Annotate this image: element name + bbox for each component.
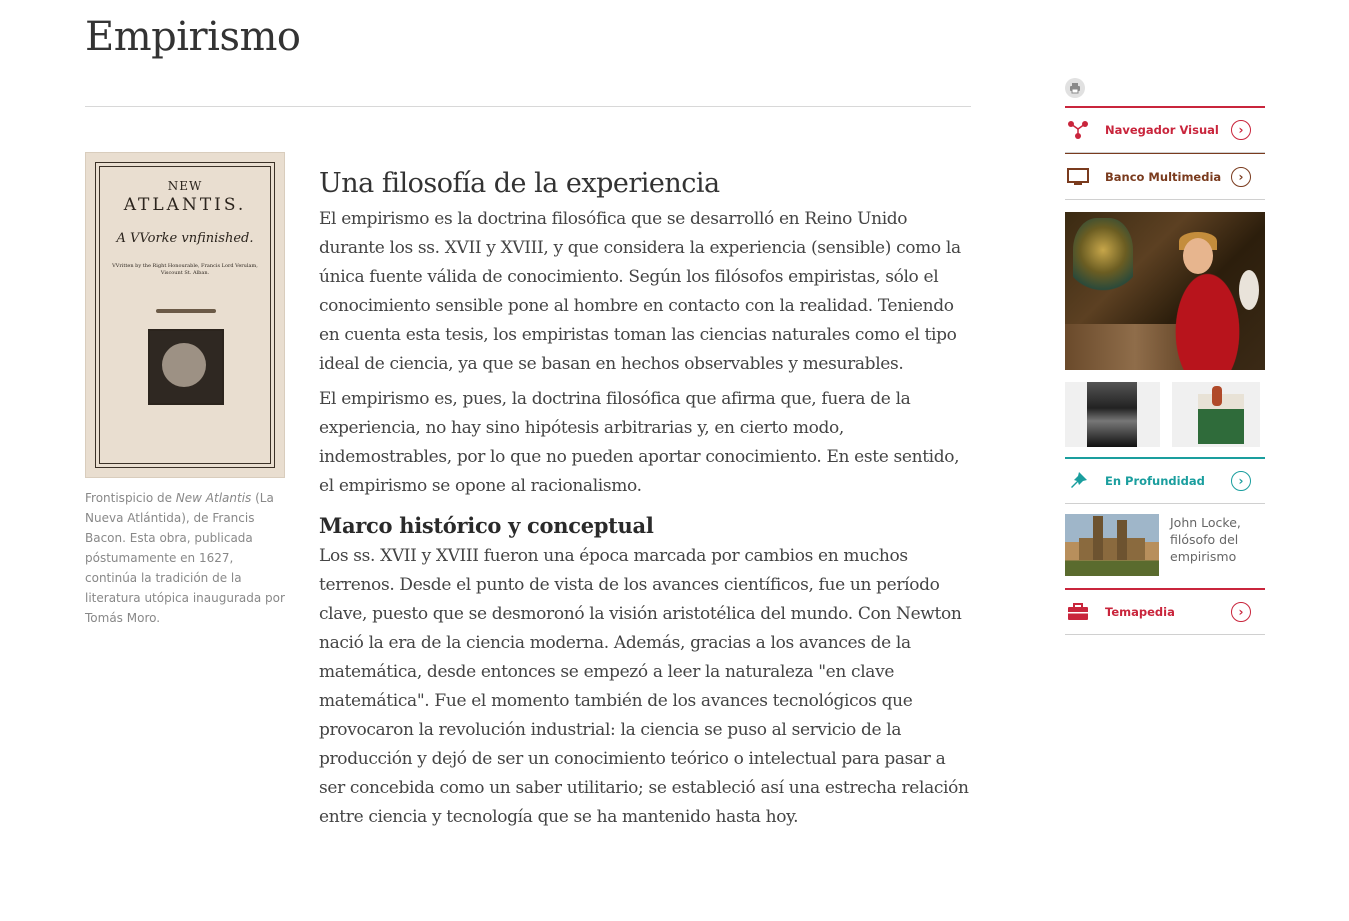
building-body <box>1079 538 1145 560</box>
multimedia-feature-image[interactable] <box>1065 212 1265 370</box>
en-profundidad-link[interactable] <box>1065 457 1265 504</box>
thumbnail-1-image <box>1087 382 1137 447</box>
building-tower <box>1117 520 1127 560</box>
book-line-4: VVritten by the Right Honourable, Francis Lord Verulam, Viscount St. Alban. <box>112 263 258 276</box>
monitor-icon <box>1067 167 1095 187</box>
article-card-john-locke[interactable] <box>1065 514 1265 576</box>
john-locke-image <box>1065 514 1159 576</box>
thumbnail-2[interactable] <box>1172 382 1260 447</box>
paragraph-3: Los ss. XVII y XVIII fueron una época marcada por cambios en muchos terrenos. Desde el punto de vista de los avances científicos, fue un período clave, puesto que se desmoronó la visión aristotélica del mundo. Con Newton nació la era de la ciencia moderna. Además, gracias a los avances de la matemática, desde entonces se empezó a leer la naturaleza "en clave matemática". Fue el momento también de los avances tecnológicos que provocaron la revolución industrial: la ciencia se puso al servicio de la producción y dejó de ser un conocimiento teórico o intelectual para pasar a ser concebida como un saber utilitario; se estableció así una estrecha relación entre ciencia y tecnología que se ha mantenido hasta hoy. <box>319 546 969 827</box>
chevron-right-circle-icon: › <box>1231 602 1251 622</box>
chevron-right-circle-icon: › <box>1231 167 1251 187</box>
book-line-2: ATLANTIS. <box>123 195 247 215</box>
pin-icon <box>1067 471 1095 491</box>
building-tower <box>1093 516 1103 560</box>
network-icon <box>1067 120 1095 140</box>
page-title: Empirismo <box>85 14 301 60</box>
banco-multimedia-label: Banco Multimedia <box>1105 169 1222 184</box>
thumbnail-2-figure <box>1212 386 1222 406</box>
article-body <box>319 168 971 838</box>
emblem <box>148 329 224 405</box>
briefcase-icon <box>1067 602 1095 622</box>
paragraph-2: El empirismo es, pues, la doctrina filosófica que afirma que, fuera de la experiencia, no hay sino hipótesis arbitrarias y, en cierto modo, indemostrables, por lo que no pueden aportar conocimiento. En este sentido, el empirismo se opone al racionalismo. <box>319 389 960 496</box>
book-line-3: A VVorke vnfinished. <box>116 231 254 246</box>
temapedia-link[interactable] <box>1065 588 1265 635</box>
thumbnail-1[interactable] <box>1065 382 1160 447</box>
face-shape <box>1183 238 1213 274</box>
subsection-heading: Marco histórico y conceptual <box>319 513 654 538</box>
bird-shape <box>1239 270 1259 310</box>
frontispiece-image[interactable] <box>85 152 285 478</box>
navegador-visual-label: Navegador Visual <box>1105 123 1219 137</box>
caption-post: (La Nueva Atlántida), de Francis Bacon. Esta obra, publicada póstumamente en 1627, continúa la tradición de la literatura utópica inaugurada por Tomás Moro. <box>85 491 285 625</box>
paragraph-1: El empirismo es la doctrina filosófica que se desarrolló en Reino Unido durante los ss. XVII y XVIII, y que considera la experiencia (sensible) como la única fuente válida de conocimiento. Según los filósofos empiristas, sólo el conocimiento sensible pone al hombre en contacto con la realidad. Teniendo en cuenta esta tesis, los empiristas toman las ciencias naturales como el tipo ideal de ciencia, ya que se basan en hechos observables y mesurables. <box>319 209 961 374</box>
en-profundidad-label: En Profundidad <box>1105 474 1205 488</box>
book-line-1: NEW <box>167 179 203 193</box>
print-button[interactable] <box>1065 78 1085 98</box>
figure-caption <box>85 488 285 628</box>
peacock-shape <box>1073 218 1133 298</box>
sidebar <box>1065 78 1265 635</box>
section-heading: Una filosofía de la experiencia <box>319 168 720 199</box>
chevron-right-circle-icon: › <box>1231 120 1251 140</box>
caption-pre: Frontispicio de <box>85 491 176 505</box>
multimedia-thumbnails <box>1065 382 1265 447</box>
chevron-right-circle-icon: › <box>1231 471 1251 491</box>
caption-title: New Atlantis <box>175 491 252 505</box>
banco-multimedia-link[interactable] <box>1065 153 1265 200</box>
temapedia-label: Temapedia <box>1105 605 1175 619</box>
print-icon <box>1069 82 1081 94</box>
navegador-visual-link[interactable] <box>1065 106 1265 153</box>
figure <box>85 152 285 628</box>
title-divider <box>85 106 971 107</box>
article-card-title: John Locke, filósofo del empirismo <box>1170 515 1241 564</box>
ornament <box>156 309 216 313</box>
